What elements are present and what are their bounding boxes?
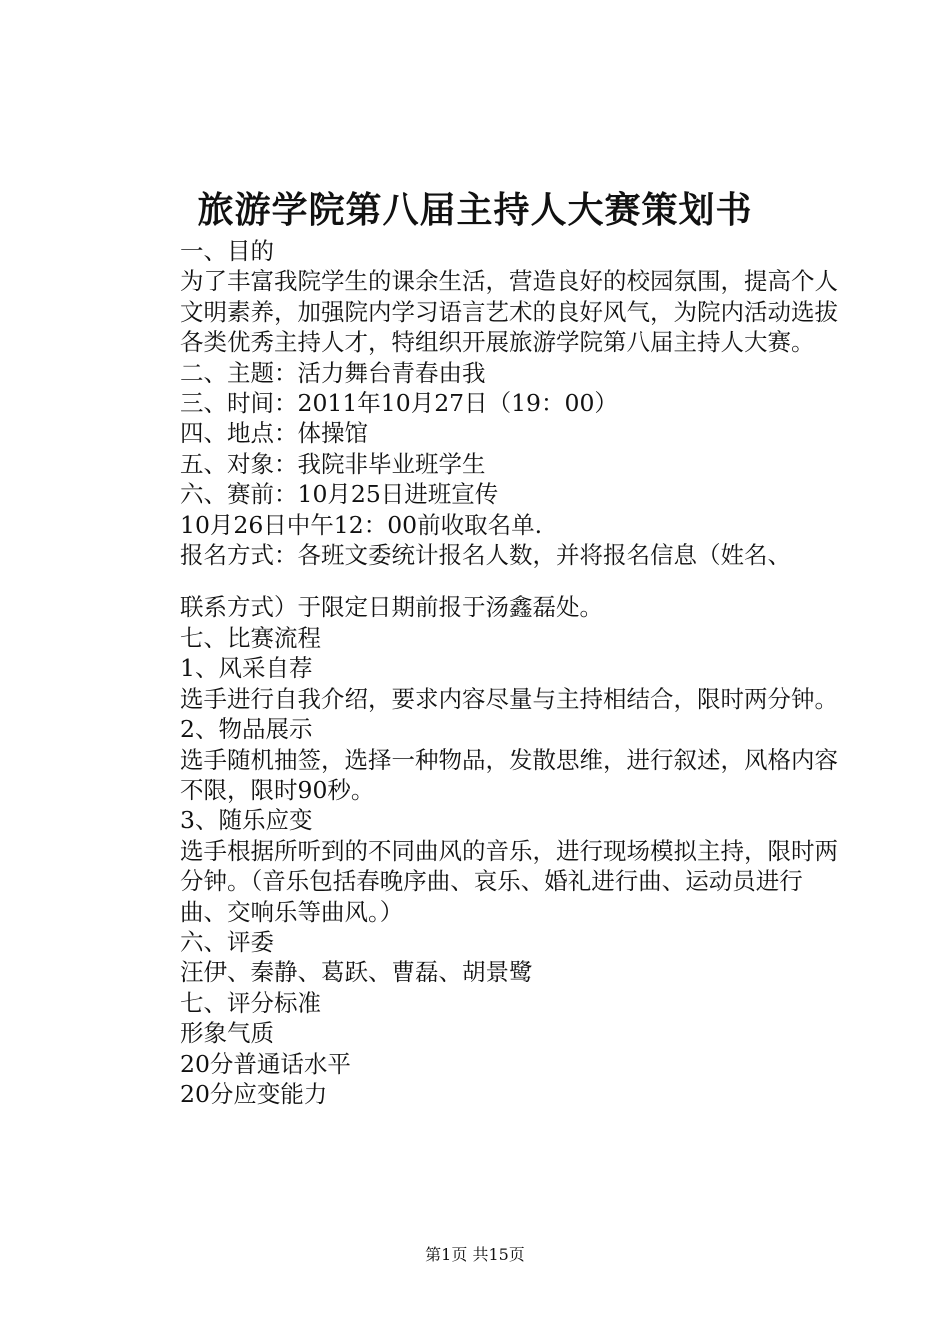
page-number-footer: 第1页 共15页 [425, 1245, 525, 1264]
round-1-description: 选手进行自我介绍，要求内容尽量与主持相结合，限时两分钟。 [180, 684, 838, 713]
pre-event-line: 六、赛前：10月25日进班宣传 [180, 480, 499, 509]
round-1-heading: 1、风采自荐 [180, 654, 313, 683]
purpose-paragraph: 为了丰富我院学生的课余生活，营造良好的校园氛围，提高个人文明素养，加强院内学习语言艺术的良好风气，为院内活动选拔各类优秀主持人才，特组织开展旅游学院第八届主持人大赛。 [180, 267, 838, 357]
signup-method-line: 报名方式：各班文委统计报名人数，并将报名信息（姓名、 [180, 541, 791, 570]
theme-line: 二、主题：活力舞台青春由我 [180, 358, 486, 387]
round-2-heading: 2、物品展示 [180, 715, 313, 744]
time-line: 三、时间：2011年10月27日（19：00） [180, 389, 618, 418]
audience-line: 五、对象：我院非毕业班学生 [180, 449, 486, 478]
document-title: 旅游学院第八届主持人大赛策划书 [197, 189, 753, 231]
round-3-heading: 3、随乐应变 [180, 806, 313, 835]
section-heading-process: 七、比赛流程 [180, 623, 321, 652]
signup-method-continued: 联系方式）于限定日期前报于汤鑫磊处。 [180, 593, 603, 622]
round-2-description: 选手随机抽签，选择一种物品，发散思维，进行叙述，风格内容不限，限时90秒。 [180, 745, 838, 804]
section-heading-purpose: 一、目的 [180, 237, 274, 265]
criteria-item: 形象气质 [180, 1019, 274, 1048]
criteria-item: 20分普通话水平 [180, 1049, 351, 1078]
section-heading-criteria: 七、评分标准 [180, 988, 321, 1017]
document-body [128, 236, 838, 1109]
criteria-item: 20分应变能力 [180, 1079, 328, 1108]
section-heading-judges: 六、评委 [180, 927, 274, 956]
judges-list: 汪伊、秦静、葛跃、曹磊、胡景鹭 [180, 958, 533, 987]
location-line: 四、地点：体操馆 [180, 419, 368, 448]
round-3-description: 选手根据所听到的不同曲风的音乐，进行现场模拟主持，限时两分钟。（音乐包括春晚序曲、哀乐、婚礼进行曲、运动员进行曲、交响乐等曲风。） [180, 836, 838, 926]
deadline-line: 10月26日中午12：00前收取名单. [180, 510, 543, 539]
